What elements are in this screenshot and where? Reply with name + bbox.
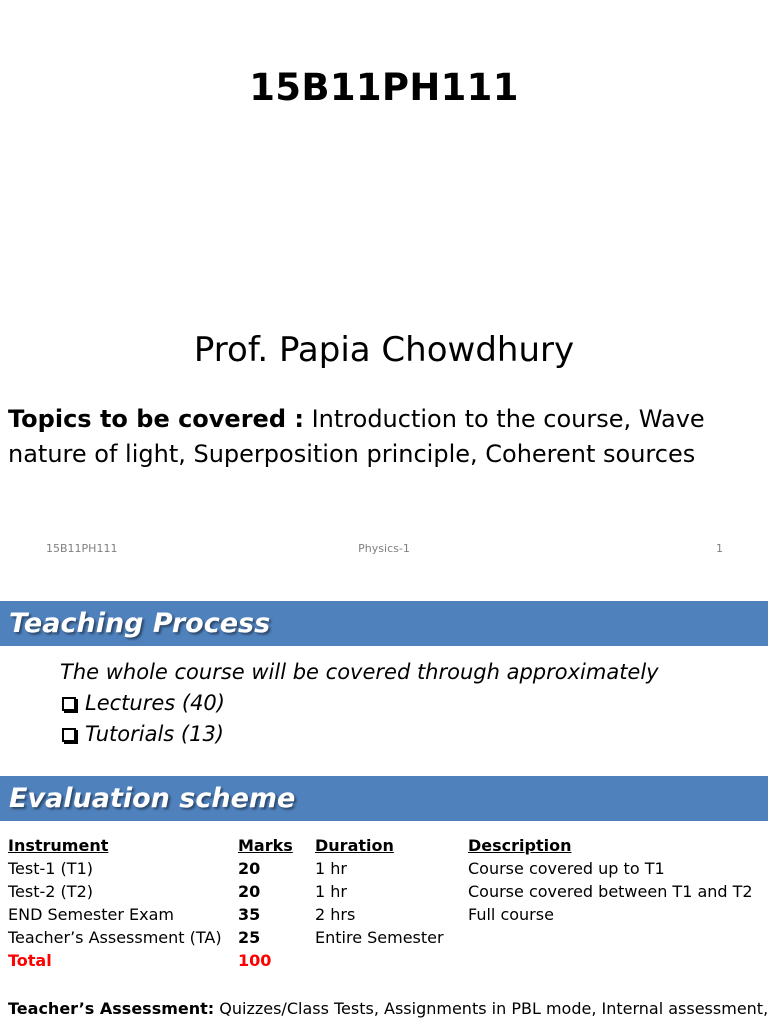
column-header-instrument: Instrument [8, 836, 109, 855]
total-label: Total [8, 951, 52, 970]
table-cell: 2 hrs [315, 905, 356, 924]
teaching-intro: The whole course will be covered through approximately [60, 660, 659, 684]
column-header-duration: Duration [315, 836, 394, 855]
ta-text: Quizzes/Class Tests, Assignments in PBL mode, Internal assessment, [214, 999, 768, 1018]
topics-label: Topics to be covered : [8, 405, 304, 433]
table-cell: 35 [238, 905, 261, 924]
table-row [8, 882, 753, 905]
table-cell [468, 928, 753, 951]
table-row [8, 859, 753, 882]
topics-paragraph [8, 402, 760, 472]
table-cell: END Semester Exam [8, 905, 174, 924]
list-item-lectures [60, 688, 659, 719]
ta-label: Teacher’s Assessment: [8, 999, 215, 1018]
table-cell: 25 [238, 928, 261, 947]
table-cell: Test-2 (T2) [8, 882, 93, 901]
table-header-row [8, 836, 753, 859]
table-cell: Full course [468, 905, 554, 924]
professor-name: Prof. Papia Chowdhury [193, 330, 575, 370]
column-header-marks: Marks [238, 836, 293, 855]
table-cell: 1 hr [315, 882, 347, 901]
footer-page-number: 1 [716, 542, 723, 555]
teaching-process-header: Teaching Process [0, 601, 768, 646]
course-code-title: 15B11PH111 [249, 66, 519, 109]
table-cell: Test-1 (T1) [8, 859, 93, 878]
list-item-tutorials [60, 719, 659, 750]
teachers-assessment-note [8, 999, 768, 1018]
teaching-process-body [60, 657, 659, 750]
table-cell: Entire Semester [315, 928, 444, 947]
table-total-row [8, 951, 753, 974]
list-item-label: Tutorials (13) [85, 722, 225, 746]
list-item-label: Lectures (40) [85, 691, 225, 715]
column-header-description: Description [468, 836, 572, 855]
table-cell: Course covered up to T1 [468, 859, 665, 878]
footer-subject: Physics-1 [358, 542, 410, 555]
checkbox-icon [62, 728, 76, 742]
table-cell: 1 hr [315, 859, 347, 878]
table-cell: 20 [238, 859, 261, 878]
table-cell: Course covered between T1 and T2 [468, 882, 753, 901]
footer-course-code: 15B11PH111 [46, 542, 118, 555]
table-cell: 20 [238, 882, 261, 901]
checkbox-icon [62, 697, 76, 711]
evaluation-scheme-header: Evaluation scheme [0, 776, 768, 821]
table-cell: Teacher’s Assessment (TA) [8, 928, 222, 947]
table-row [8, 905, 753, 928]
topics-text: Introduction to the course, Wave nature of light, Superposition principle, Coherent sources [8, 405, 705, 468]
total-marks: 100 [238, 951, 272, 970]
table-row [8, 928, 753, 951]
evaluation-table [8, 836, 753, 974]
